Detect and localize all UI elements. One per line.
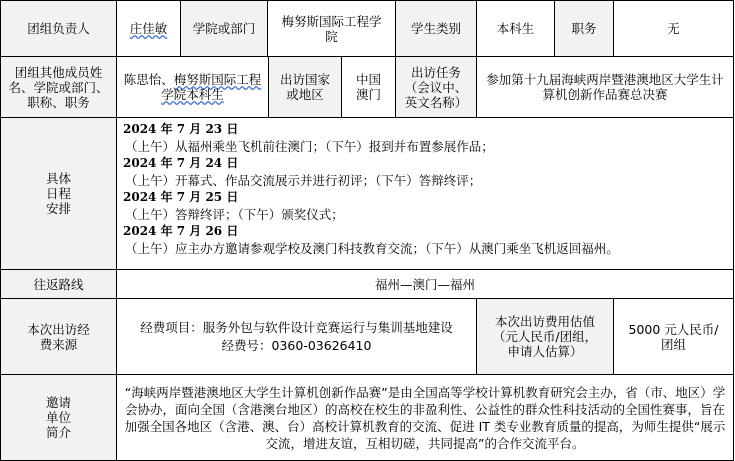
route-label	[0, 269, 117, 299]
college-value-text: 梅努斯国际工程学院	[281, 13, 382, 44]
student-type-label-text: 学生类别	[410, 21, 461, 36]
estimate-value-text: 5000 元人民币/团组	[628, 321, 719, 352]
schedule-label	[0, 117, 117, 270]
funding-project: 经费项目：服务外包与软件设计竞赛运行与集训基地建设	[140, 319, 453, 335]
schedule-day-1-events	[123, 138, 727, 155]
schedule-day-2-events-text: （上午）开幕式、作品交流展示并进行初评；（下午）答辩终评；	[125, 173, 482, 188]
task-label	[395, 56, 477, 118]
schedule-day-3-events	[123, 206, 727, 223]
inviter-intro	[116, 374, 734, 461]
schedule-day-1-events-text: （上午）从福州乘坐飞机前往澳门；（下午）报到并布置参展作品；	[125, 139, 494, 154]
inviter-label-text: 邀请单位简介	[45, 395, 71, 440]
task-label-text: 出访任务（会议中、英文名称）	[404, 64, 468, 110]
task-value-text: 参加第十九届海峡两岸暨港澳地区大学生计算机创新作品赛总决赛	[486, 72, 724, 102]
student-type-value-text: 本科生	[496, 21, 535, 36]
leader-value	[116, 0, 181, 57]
schedule-day-3-date-text: 2024 年 7 月 25 日	[123, 190, 239, 204]
college-label	[180, 0, 268, 57]
position-value	[613, 0, 734, 57]
funding-source-text	[140, 319, 453, 355]
schedule-day-2-events	[123, 172, 727, 189]
members-value-text: 陈思怡、梅努斯国际工程学院本科生	[123, 72, 262, 102]
estimate-label	[476, 298, 614, 375]
members-label-text: 团组其他成员姓名、学院或部门、职称、职务	[8, 64, 109, 110]
country-value-text: 中国澳门	[355, 72, 381, 102]
schedule-content	[116, 117, 734, 270]
members-value	[116, 56, 269, 118]
schedule-day-1-date-text: 2024 年 7 月 23 日	[123, 122, 239, 136]
schedule-day-4-date	[123, 223, 727, 240]
student-type-label	[395, 0, 477, 57]
route-value-text: 福州—澳门—福州	[374, 276, 475, 292]
members-label	[0, 56, 117, 118]
members-college: 梅努斯国际工程学院本科生	[161, 72, 262, 102]
schedule-day-3-events-text: （上午）答辩终评；（下午）颁奖仪式；	[125, 207, 344, 222]
route-value	[116, 269, 734, 299]
schedule-day-2-date	[123, 155, 727, 172]
funding-label	[0, 298, 117, 375]
inviter-label	[0, 374, 117, 461]
estimate-label-text: 本次出访费用估值（元人民币/团组，申请人估算）	[492, 314, 598, 359]
college-label-text: 学院或部门	[192, 21, 256, 36]
college-value	[267, 0, 396, 57]
task-value	[476, 56, 734, 118]
leader-value-text: 庄佳敏	[129, 21, 168, 36]
route-label-text: 往返路线	[33, 276, 84, 292]
inviter-intro-text: “海峡两岸暨港澳地区大学生计算机创新作品赛”是由全国高等学校计算机教育研究会主办，省（市、地区）学会协办，面向全国（含港澳台地区）的高校在校生的非盈利性、公益性的群众性科技活动的全国性赛事，旨在加强全国各地区（含港、澳、台）高校计算机教育的交流、促进 IT 类专业教育质量的提高，为师生提供“展示交流，增进友谊，互相切磋，共同提高”的合作交流平台。	[124, 384, 726, 451]
schedule-day-4-events	[123, 240, 727, 257]
funding-source	[116, 298, 477, 375]
schedule-day-4-events-text: （上午）应主办方邀请参观学校及澳门科技教育交流；（下午）从澳门乘坐飞机返回福州。	[125, 241, 619, 256]
country-label-text: 出访国家或地区	[279, 72, 330, 102]
schedule-day-1-date	[123, 121, 727, 138]
leader-label-text: 团组负责人	[27, 21, 90, 36]
position-label	[554, 0, 614, 57]
country-label	[268, 56, 342, 118]
schedule-label-text: 具体日程安排	[45, 171, 71, 216]
funding-label-text: 本次出访经费来源	[27, 321, 90, 352]
estimate-value	[613, 298, 734, 375]
leader-label	[0, 0, 117, 57]
members-name: 陈思怡	[123, 72, 162, 87]
position-value-text: 无	[667, 21, 680, 36]
student-type-value	[476, 0, 555, 57]
schedule-day-2-date-text: 2024 年 7 月 24 日	[123, 156, 239, 170]
schedule-day-3-date	[123, 189, 727, 206]
funding-number: 经费号：0360-03626410	[221, 337, 372, 353]
position-label-text: 职务	[571, 21, 597, 36]
schedule-day-4-date-text: 2024 年 7 月 26 日	[123, 224, 239, 238]
country-value	[341, 56, 396, 118]
